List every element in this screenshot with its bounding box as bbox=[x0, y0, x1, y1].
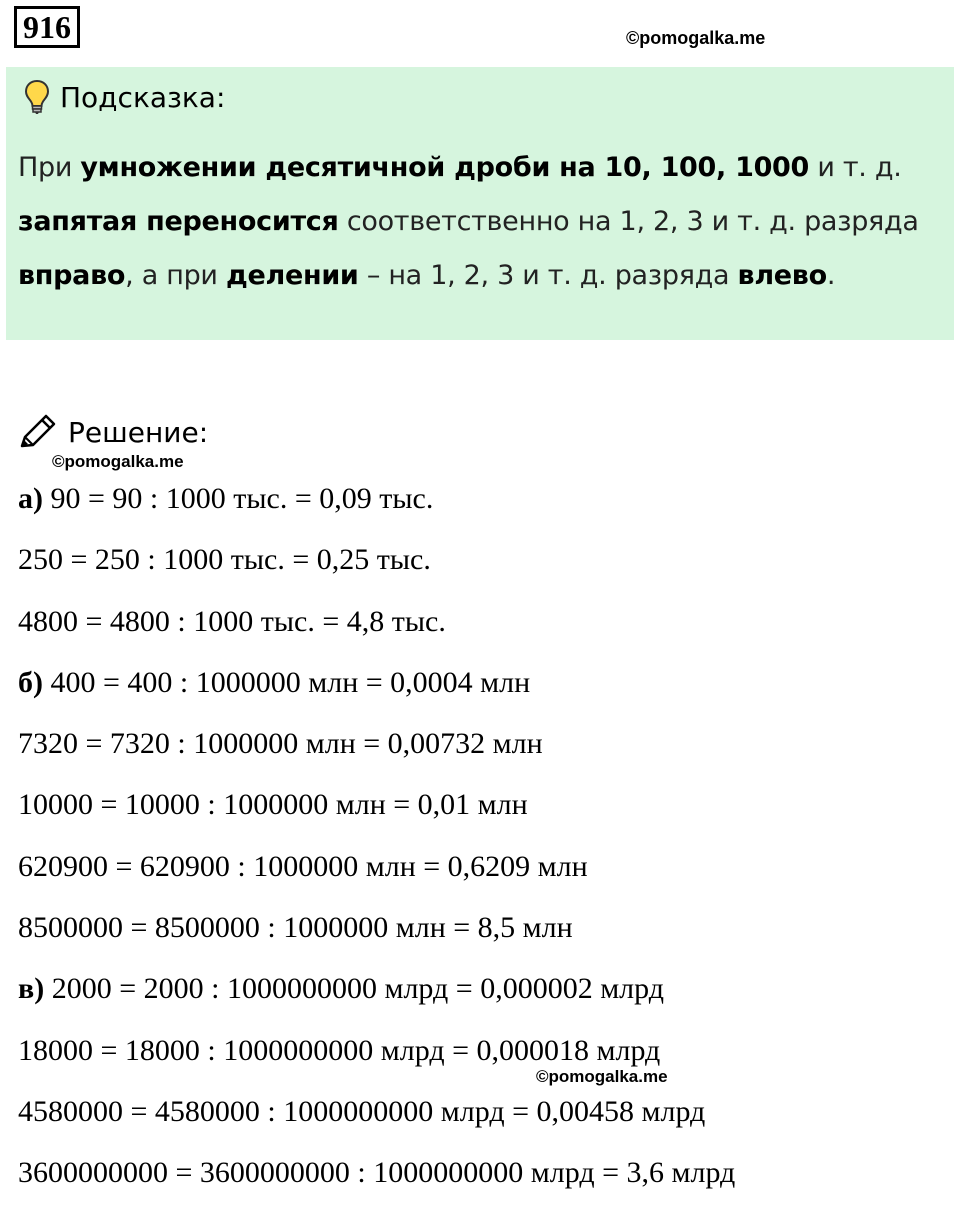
solution-lines bbox=[18, 475, 948, 1211]
hint-segment: При bbox=[18, 152, 81, 183]
equation-text: 10000 = 10000 : 1000000 млн = 0,01 млн bbox=[18, 788, 528, 822]
equation-text: 2000 = 2000 : 1000000000 млрд = 0,000002 млрд bbox=[44, 972, 665, 1006]
equation-text: 7320 = 7320 : 1000000 млн = 0,00732 млн bbox=[18, 727, 543, 761]
hint-header bbox=[24, 79, 225, 115]
watermark-top: ©pomogalka.me bbox=[626, 28, 766, 48]
solution-header bbox=[16, 412, 208, 452]
watermark-middle: ©pomogalka.me bbox=[52, 452, 184, 471]
equation-text: 400 = 400 : 1000000 млн = 0,0004 млн bbox=[43, 665, 531, 699]
hint-segment: , а при bbox=[125, 260, 226, 291]
hint-segment: и т. д. bbox=[809, 152, 902, 183]
solution-line bbox=[18, 904, 948, 965]
equation-text: 620900 = 620900 : 1000000 млн = 0,6209 млн bbox=[18, 849, 588, 883]
solution-line bbox=[18, 781, 948, 842]
hint-title: Подсказка: bbox=[60, 80, 226, 114]
solution-line bbox=[18, 1149, 948, 1210]
solution-line bbox=[18, 965, 948, 1026]
equation-text: 250 = 250 : 1000 тыс. = 0,25 тыс. bbox=[18, 543, 431, 577]
equation-text: 18000 = 18000 : 1000000000 млрд = 0,000018 млрд bbox=[18, 1033, 661, 1067]
equation-text: 90 = 90 : 1000 тыс. = 0,09 тыс. bbox=[43, 482, 434, 515]
equation-text: 4800 = 4800 : 1000 тыс. = 4,8 тыс. bbox=[18, 604, 446, 638]
hint-segment: умножении десятичной дроби на 10, 100, 1000 bbox=[80, 152, 810, 183]
solution-line bbox=[18, 1027, 948, 1088]
hint-segment: вправо bbox=[18, 260, 126, 291]
hint-text bbox=[18, 141, 948, 303]
equation-text: 4580000 = 4580000 : 1000000000 млрд = 0,00458 млрд bbox=[18, 1094, 706, 1128]
solution-line bbox=[18, 475, 948, 536]
task-number: 916 bbox=[14, 6, 80, 48]
hint-segment: делении bbox=[225, 260, 359, 291]
equation-text: 3600000000 = 3600000000 : 1000000000 млрд = 3,6 млрд bbox=[18, 1156, 736, 1190]
solution-line bbox=[18, 1088, 948, 1149]
pencil-icon bbox=[16, 412, 62, 452]
lightbulb-icon bbox=[24, 79, 50, 115]
solution-title: Решение: bbox=[68, 415, 209, 449]
part-label: б) bbox=[18, 665, 43, 699]
solution-line bbox=[18, 720, 948, 781]
solution-line bbox=[18, 843, 948, 904]
hint-segment: соответственно на 1, 2, 3 и т. д. разряда bbox=[338, 206, 919, 237]
solution-line bbox=[18, 536, 948, 597]
equation-text: 8500000 = 8500000 : 1000000 млн = 8,5 млн bbox=[18, 911, 573, 945]
solution-line bbox=[18, 598, 948, 659]
part-label: в) bbox=[18, 972, 45, 1006]
solution-line bbox=[18, 659, 948, 720]
hint-segment: влево bbox=[737, 260, 827, 291]
hint-segment: . bbox=[826, 260, 836, 291]
hint-box bbox=[6, 67, 954, 340]
part-label: а) bbox=[18, 482, 43, 515]
hint-segment: запятая переносится bbox=[18, 206, 339, 237]
hint-segment: – на 1, 2, 3 и т. д. разряда bbox=[358, 260, 738, 291]
watermark-bottom: ©pomogalka.me bbox=[536, 1067, 668, 1086]
